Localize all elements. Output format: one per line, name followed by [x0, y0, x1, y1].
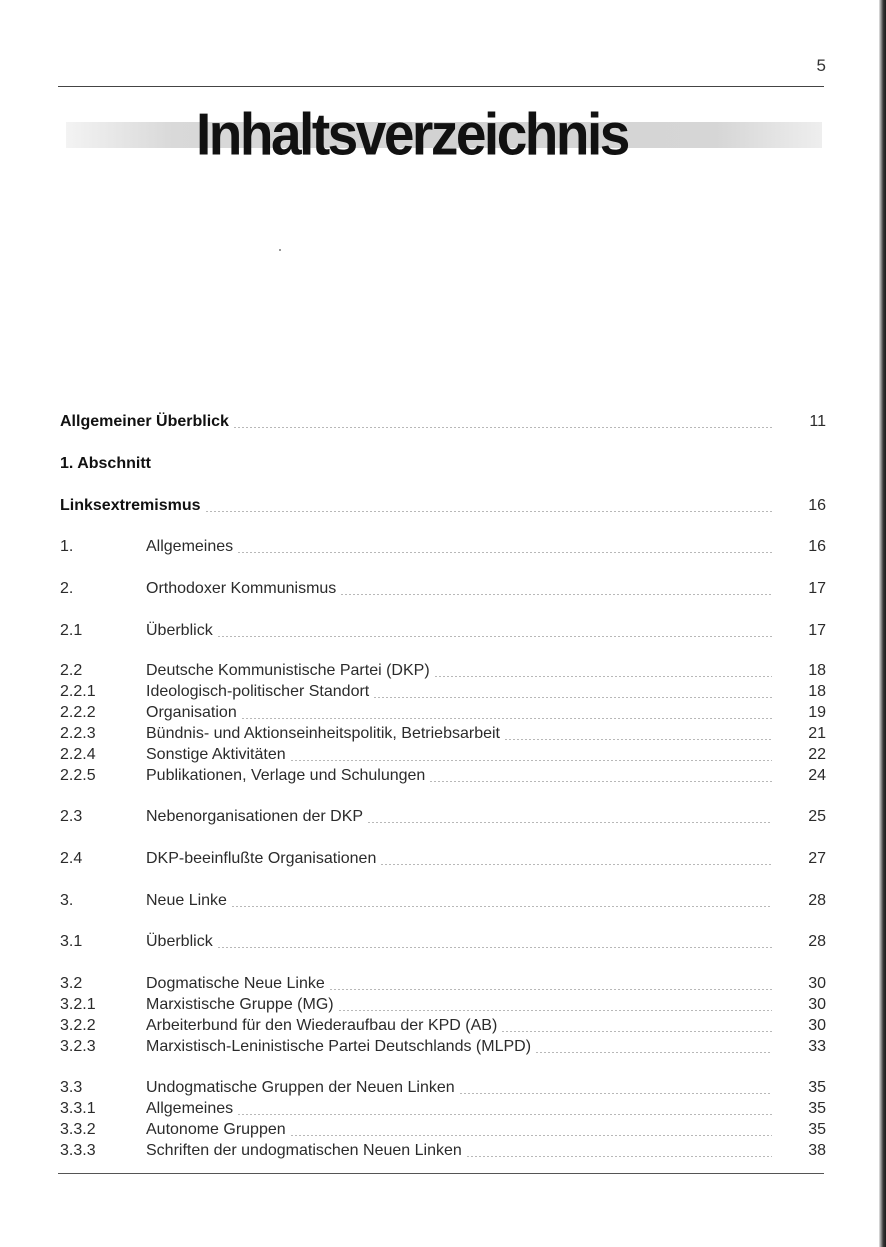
toc-entry-page: 28: [808, 892, 826, 909]
scan-edge: [879, 0, 886, 1247]
toc-entry-line: [146, 1140, 772, 1162]
toc-entry-page: 30: [808, 996, 826, 1013]
toc-entry-line: [146, 1119, 772, 1141]
toc-entry-number: 3.: [60, 892, 74, 909]
toc-entry-line: [146, 681, 772, 703]
toc-entry-number: 3.3.3: [60, 1142, 96, 1159]
toc-entry-title: DKP-beeinflußte Organisationen: [146, 850, 377, 867]
toc-entry: [60, 806, 826, 828]
toc-entry-line: [146, 723, 772, 745]
toc-entry: [60, 578, 826, 600]
toc-entry-title: 1. Abschnitt: [60, 455, 151, 472]
toc-entry-line: [146, 765, 772, 787]
toc-entry: [60, 1119, 826, 1141]
toc-dot-leader: [231, 906, 772, 907]
toc-entry-title: Bündnis- und Aktionseinheitspolitik, Betriebsarbeit: [146, 725, 500, 742]
toc-entry-title: Sonstige Aktivitäten: [146, 746, 286, 763]
toc-entry-title: Orthodoxer Kommunismus: [146, 580, 337, 597]
toc-entry-page: 19: [808, 704, 826, 721]
toc-dot-leader: [367, 822, 772, 823]
toc-entry-page: 17: [808, 622, 826, 639]
toc-entry-page: 38: [808, 1142, 826, 1159]
page-number: 5: [816, 56, 826, 75]
toc-entry: [60, 660, 826, 682]
toc-entry-page: 30: [808, 1017, 826, 1034]
toc-entry-title: Marxistische Gruppe (MG): [146, 996, 334, 1013]
toc-dot-leader: [380, 864, 772, 865]
toc-entry-line: [60, 495, 772, 517]
toc-dot-leader: [237, 1114, 772, 1115]
toc-entry-number: 2.2: [60, 662, 83, 679]
toc-entry-page: 16: [808, 538, 826, 555]
toc-entry-number: 2.3: [60, 808, 83, 825]
toc-entry-line: [146, 620, 772, 642]
toc-entry: [60, 1140, 826, 1162]
toc-entry-title: Neue Linke: [146, 892, 227, 909]
toc-entry-number: 3.2.3: [60, 1038, 96, 1055]
toc-entry: [60, 681, 826, 703]
toc-entry-title: Überblick: [146, 933, 213, 950]
toc-entry-title: Allgemeiner Überblick: [60, 413, 229, 430]
toc-entry-number: 2.2.4: [60, 746, 96, 763]
toc-entry-page: 11: [809, 413, 826, 430]
toc-entry-title: Allgemeines: [146, 538, 234, 555]
toc-dot-leader: [466, 1156, 772, 1157]
toc-dot-leader: [373, 697, 772, 698]
toc-entry: [60, 1015, 826, 1037]
toc-entry: [60, 848, 826, 870]
toc-entry-page: 16: [808, 497, 826, 514]
bottom-rule: [58, 1173, 824, 1174]
toc-dot-leader: [290, 1135, 772, 1136]
toc-entry: [60, 1077, 826, 1099]
toc-entry: [60, 890, 826, 912]
toc-entry: [60, 744, 826, 766]
toc-entry-page: 18: [808, 683, 826, 700]
toc-entry-line: [146, 890, 772, 912]
toc-entry-number: 3.3.1: [60, 1100, 96, 1117]
toc-dot-leader: [340, 594, 772, 595]
toc-entry-title: Dogmatische Neue Linke: [146, 975, 325, 992]
toc-dot-leader: [459, 1093, 772, 1094]
toc-entry-page: 17: [808, 580, 826, 597]
toc-entry-page: 27: [808, 850, 826, 867]
toc-entry-title: Schriften der undogmatischen Neuen Linken: [146, 1142, 462, 1159]
toc-entry-title: Nebenorganisationen der DKP: [146, 808, 364, 825]
page-title: Inhaltsverzeichnis: [196, 100, 628, 168]
toc-entry: [60, 931, 826, 953]
toc-entry-page: 18: [808, 662, 826, 679]
toc-entry: [60, 536, 826, 558]
toc-dot-leader: [338, 1010, 772, 1011]
toc-entry: [60, 973, 826, 995]
toc-entry-line: [146, 931, 772, 953]
toc-entry-title: Publikationen, Verlage und Schulungen: [146, 767, 426, 784]
toc-entry-title: Undogmatische Gruppen der Neuen Linken: [146, 1079, 455, 1096]
toc-entry-number: 2.2.1: [60, 683, 96, 700]
toc-entry-number: 2.2.3: [60, 725, 96, 742]
toc-entry-line: [146, 702, 772, 724]
toc-entry-page: 35: [808, 1079, 826, 1096]
toc-entry-number: 2.4: [60, 850, 83, 867]
toc-entry-line: [146, 660, 772, 682]
toc-entry-line: [146, 744, 772, 766]
toc-entry: [60, 994, 826, 1016]
toc-entry-page: 35: [808, 1100, 826, 1117]
toc-entry: [60, 765, 826, 787]
toc-entry-line: [146, 1015, 772, 1037]
toc-entry: [60, 620, 826, 642]
toc-entry-title: Organisation: [146, 704, 237, 721]
toc-entry-number: 3.2: [60, 975, 83, 992]
toc-dot-leader: [205, 511, 772, 512]
toc-entry-title: Deutsche Kommunistische Partei (DKP): [146, 662, 430, 679]
toc-entry-number: 3.2.2: [60, 1017, 96, 1034]
toc-entry: [60, 723, 826, 745]
toc-entry-page: 25: [808, 808, 826, 825]
toc-entry-page: 28: [808, 933, 826, 950]
toc-entry-title: Linksextremismus: [60, 497, 201, 514]
toc-entry-page: 21: [808, 725, 826, 742]
toc-entry-line: [146, 1077, 772, 1099]
toc-entry-page: 24: [808, 767, 826, 784]
toc-dot-leader: [504, 739, 772, 740]
toc-entry: [60, 1098, 826, 1120]
toc-entry-number: 2.2.2: [60, 704, 96, 721]
toc-entry: [60, 411, 826, 433]
toc-dot-leader: [329, 989, 772, 990]
toc-entry-number: 3.1: [60, 933, 83, 950]
toc-entry-line: [60, 411, 772, 433]
toc-entry-title: Arbeiterbund für den Wiederaufbau der KPD (AB): [146, 1017, 498, 1034]
toc-entry-line: [146, 1036, 772, 1058]
toc-dot-leader: [217, 947, 772, 948]
toc-dot-leader: [217, 636, 772, 637]
toc-dot-leader: [237, 552, 772, 553]
toc-entry-number: 2.1: [60, 622, 83, 639]
toc-entry-page: 22: [808, 746, 826, 763]
toc-dot-leader: [429, 781, 772, 782]
toc-entry-line: [146, 536, 772, 558]
toc-entry-title: Allgemeines: [146, 1100, 234, 1117]
toc-entry: [60, 702, 826, 724]
toc-entry-page: 35: [808, 1121, 826, 1138]
toc-entry-line: [146, 578, 772, 600]
toc-entry-line: [146, 806, 772, 828]
toc-entry-number: 3.3.2: [60, 1121, 96, 1138]
toc-entry-number: 3.2.1: [60, 996, 96, 1013]
toc-entry-title: Überblick: [146, 622, 213, 639]
toc-dot-leader: [233, 427, 772, 428]
toc-entry-page: 30: [808, 975, 826, 992]
toc-entry-line: [60, 453, 151, 475]
toc-entry-title: Autonome Gruppen: [146, 1121, 286, 1138]
toc-dot-leader: [290, 760, 772, 761]
toc-entry-page: 33: [808, 1038, 826, 1055]
toc-entry-title: Ideologisch-politischer Standort: [146, 683, 370, 700]
toc-entry-number: 2.2.5: [60, 767, 96, 784]
toc-entry-number: 2.: [60, 580, 74, 597]
toc-entry: [60, 453, 826, 475]
toc-dot-leader: [241, 718, 772, 719]
toc-dot-leader: [535, 1052, 772, 1053]
toc-entry-number: 1.: [60, 538, 74, 555]
toc-entry-line: [146, 1098, 772, 1120]
toc-entry: [60, 1036, 826, 1058]
toc-entry-line: [146, 848, 772, 870]
toc-entry-line: [146, 973, 772, 995]
toc-entry-number: 3.3: [60, 1079, 83, 1096]
toc-entry-title: Marxistisch-Leninistische Partei Deutschlands (MLPD): [146, 1038, 532, 1055]
toc-dot-leader: [501, 1031, 772, 1032]
toc-entry-line: [146, 994, 772, 1016]
toc-dot-leader: [434, 676, 772, 677]
toc-entry: [60, 495, 826, 517]
